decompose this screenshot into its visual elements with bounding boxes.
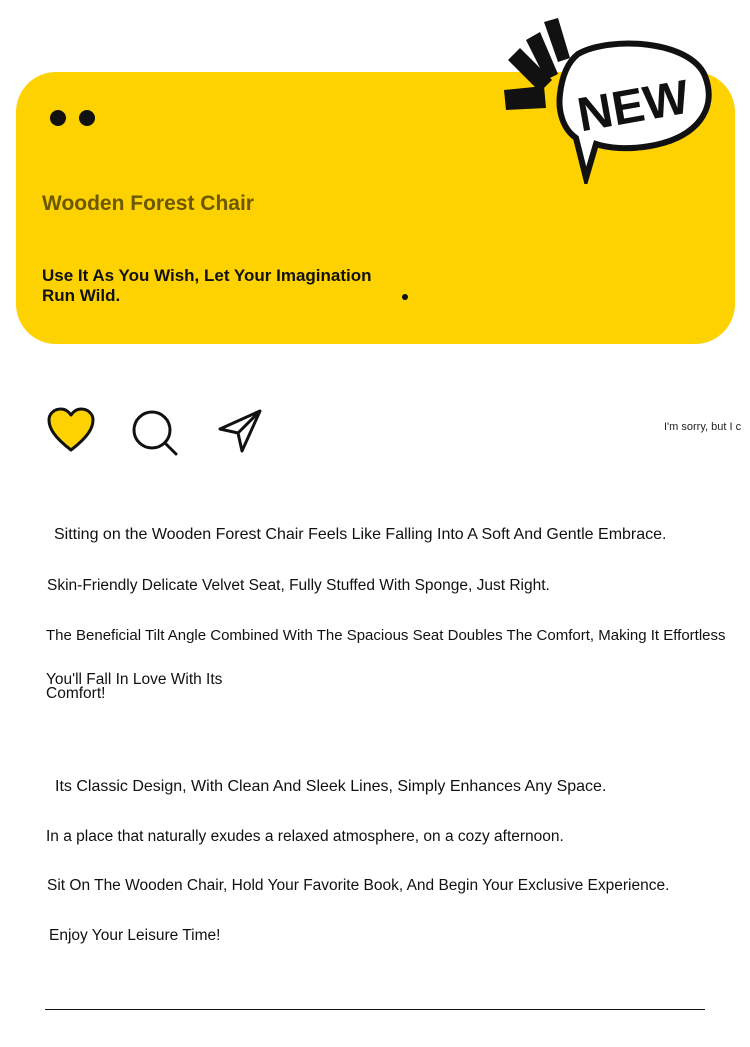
body-line: In a place that naturally exudes a relaxed atmosphere, on a cozy afternoon. [46,828,564,845]
body-line: Sitting on the Wooden Forest Chair Feels Like Falling Into A Soft And Gentle Embrace. [54,526,667,543]
subtitle-block [42,266,394,314]
body-line: Skin-Friendly Delicate Velvet Seat, Fully Stuffed With Sponge, Just Right. [47,577,550,594]
badge-text: NEW [573,70,694,143]
body-line: Enjoy Your Leisure Time! [49,927,221,944]
body-line: Sit On The Wooden Chair, Hold Your Favorite Book, And Begin Your Exclusive Experience. [47,877,670,894]
product-subtitle: Use It As You Wish, Let Your Imagination Run Wild. [42,266,372,305]
heart-icon[interactable] [46,406,96,454]
body-line: Its Classic Design, With Clean And Sleek Lines, Simply Enhances Any Space. [55,778,607,795]
search-icon[interactable] [130,408,180,458]
window-dot [50,110,66,126]
body-line: The Beneficial Tilt Angle Combined With The Spacious Seat Doubles The Comfort, Making It Effortless [46,627,726,644]
new-badge [500,14,715,184]
divider [45,1009,705,1010]
bullet-dot [402,294,408,300]
window-dot [79,110,95,126]
title-block [42,148,270,246]
send-icon[interactable] [216,407,264,455]
body-line: You'll Fall In Love With Its Comfort! [46,671,223,702]
product-title: Wooden Forest Chair [42,192,254,215]
side-note: I'm sorry, but I c [664,421,742,433]
